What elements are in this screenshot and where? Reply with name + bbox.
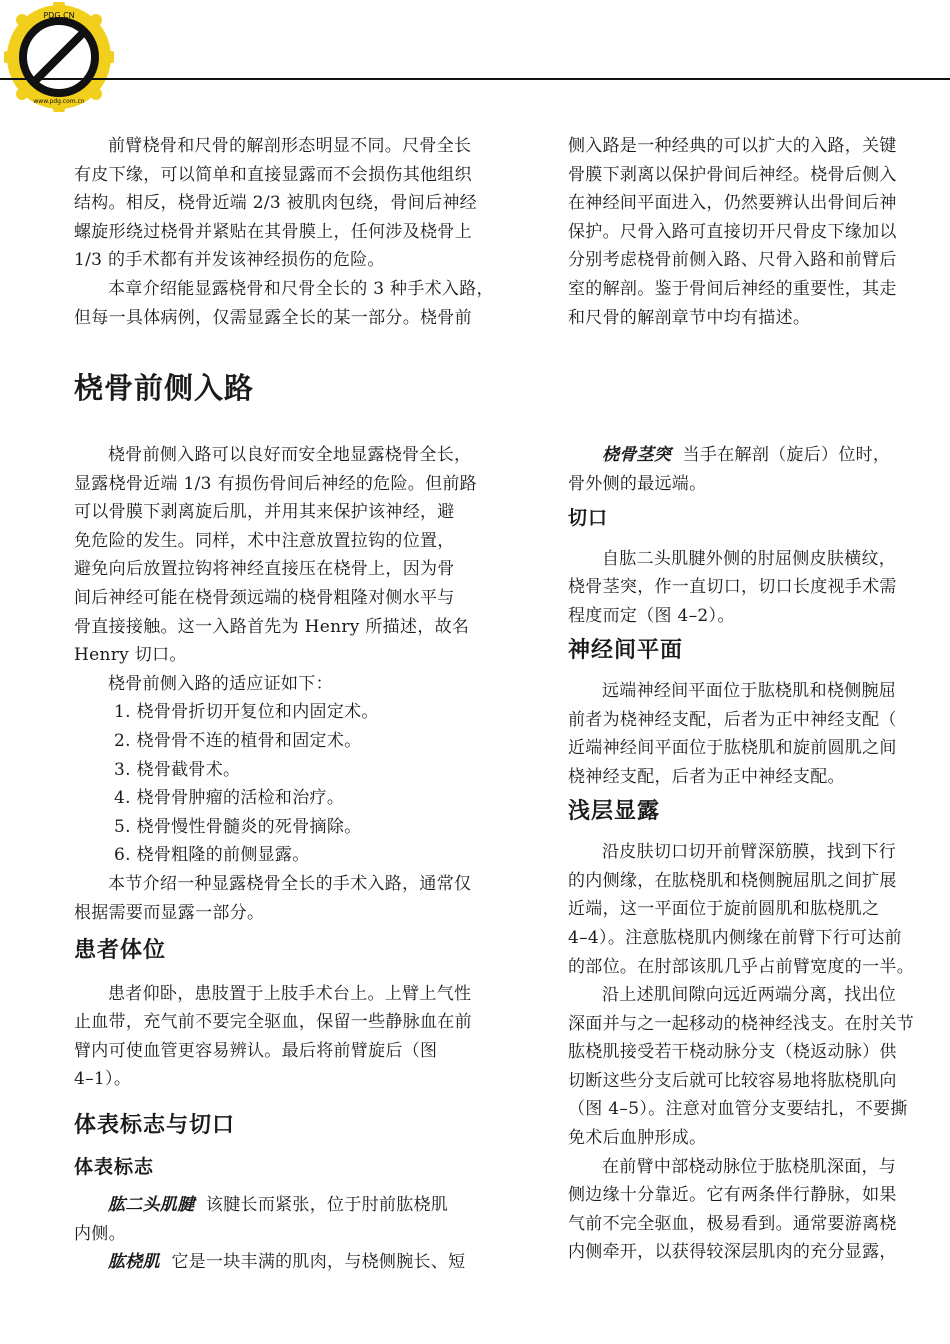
text-line: 在神经间平面进入，仍然要辨认出骨间后神	[568, 193, 897, 214]
text-line: 分别考虑桡骨前侧入路、尺骨入路和前臂后	[568, 250, 897, 271]
text-line: 肱桡肌接受若干桡动脉分支（桡返动脉）供	[568, 1042, 897, 1063]
text-line: 本章介绍能显露桡骨和尺骨全长的 3 种手术入路，	[108, 278, 494, 299]
list-item: 4. 桡骨骨肿瘤的活检和治疗。	[114, 788, 345, 809]
text-line: 骨膜下剥离以保护骨间后神经。桡骨后侧入	[568, 164, 897, 185]
heading-patient-position: 患者体位	[74, 938, 167, 964]
text-line: 沿皮肤切口切开前臂深筋膜，找到下行	[602, 842, 897, 863]
text-line: 前臂桡骨和尺骨的解剖形态明显不同。尺骨全长	[108, 136, 472, 156]
text-line: 侧入路是一种经典的可以扩大的入路，关键	[568, 136, 897, 156]
text-line: （图 4–5）。注意对血管分支要结扎，不要撕	[568, 1099, 908, 1120]
text-line: Henry 切口。	[74, 645, 187, 666]
list-item: 6. 桡骨粗隆的前侧显露。	[114, 845, 310, 866]
text-line: 有皮下缘，可以简单和直接显露而不会损伤其他组织	[74, 164, 472, 185]
text-line: 可以骨膜下剥离旋后肌，并用其来保护该神经，避	[74, 502, 455, 523]
text-line: 避免向后放置拉钩将神经直接压在桡骨上，因为骨	[74, 559, 455, 580]
text-line: 结构。相反，桡骨近端 2/3 被肌肉包绕，骨间后神经	[74, 193, 477, 214]
text-line: 内侧牵开，以获得较深层肌肉的充分显露，	[568, 1242, 897, 1263]
text-line: 的内侧缘，在肱桡肌和桡侧腕屈肌之间扩展	[568, 870, 897, 891]
text-line: 间后神经可能在桡骨颈远端的桡骨粗隆对侧水平与	[74, 587, 455, 608]
intro-left-column	[74, 132, 540, 332]
text-line: 程度而定（图 4–2）。	[568, 605, 735, 626]
heading-superficial-dissection: 浅层显露	[568, 798, 661, 824]
text-line	[74, 1191, 540, 1220]
text-line: 桡神经支配，后者为正中神经支配。	[568, 766, 845, 787]
list-item: 2. 桡骨骨不连的植骨和固定术。	[114, 730, 362, 751]
text-line: 和尺骨的解剖章节中均有描述。	[568, 307, 811, 328]
text-line: 免术后血肿形成。	[568, 1128, 707, 1149]
text-line: 4–1）。	[74, 1069, 132, 1090]
text-line: 切断这些分支后就可比较容易地将肱桡肌向	[568, 1070, 897, 1091]
text-line: 桡骨前侧入路可以良好而安全地显露桡骨全长，	[108, 445, 472, 465]
term-biceps-tendon: 肱二头肌腱	[108, 1195, 195, 1216]
intro-right-column	[568, 132, 950, 332]
text-line: 深面并与之一起移动的桡神经浅支。在肘关节	[568, 1013, 914, 1034]
term-brachioradialis: 肱桡肌	[108, 1252, 160, 1273]
text-line: 近端神经间平面位于肱桡肌和旋前圆肌之间	[568, 738, 897, 759]
text-span: 当手在解剖（旋后）位时，	[682, 445, 891, 465]
text-line: 前者为桡神经支配，后者为正中神经支配（	[568, 709, 897, 730]
text-line: 免危险的发生。同样，术中注意放置拉钩的位置，	[74, 530, 455, 551]
text-line: 止血带，充气前不要完全驱血，保留一些静脉血在前	[74, 1012, 472, 1033]
text-line: 在前臂中部桡动脉位于肱桡肌深面，与	[602, 1156, 897, 1177]
text-line: 保护。尺骨入路可直接切开尺骨皮下缘加以	[568, 221, 897, 242]
stamp-text-top: PDG.CN	[43, 11, 75, 20]
text-span: 它是一块丰满的肌肉，与桡侧腕长、短	[171, 1252, 466, 1273]
text-line: 骨外侧的最远端。	[568, 473, 707, 494]
text-line: 的部位。在肘部该肌几乎占前臂宽度的一半。	[568, 956, 914, 977]
text-line: 气前不完全驱血，极易看到。通常要游离桡	[568, 1213, 897, 1234]
text-line: 4–4）。注意肱桡肌内侧缘在前臂下行可达前	[568, 927, 902, 948]
heading-incision: 切口	[568, 507, 609, 530]
stamp-text-bottom: www.pdg.com.cn	[33, 98, 85, 105]
list-item: 1. 桡骨骨折切开复位和内固定术。	[114, 702, 379, 723]
text-line: 远端神经间平面位于肱桡肌和桡侧腕屈	[602, 681, 897, 702]
text-span: 该腱长而紧张，位于肘前肱桡肌	[205, 1195, 449, 1216]
text-line: 沿上述肌间隙向远近两端分离，找出位	[602, 985, 897, 1006]
text-line: 自肱二头肌腱外侧的肘屈侧皮肤横纹，	[602, 548, 897, 569]
heading-internervous-plane: 神经间平面	[568, 637, 684, 663]
text-line	[568, 441, 950, 470]
left-column	[74, 441, 540, 1277]
list-item: 5. 桡骨慢性骨髓炎的死骨摘除。	[114, 816, 362, 837]
text-line: 本节介绍一种显露桡骨全长的手术入路，通常仅	[108, 873, 472, 894]
header-rule	[0, 78, 950, 80]
text-line: 桡骨茎突，作一直切口，切口长度视手术需	[568, 577, 897, 598]
text-line: 根据需要而显露一部分。	[74, 902, 265, 923]
heading-landmarks-incision: 体表标志与切口	[74, 1113, 236, 1139]
list-item: 3. 桡骨截骨术。	[114, 759, 241, 780]
section-title: 桡骨前侧入路	[74, 371, 255, 405]
heading-surface-landmarks: 体表标志	[74, 1155, 155, 1178]
text-line: 但每一具体病例，仅需显露全长的某一部分。桡骨前	[74, 307, 472, 328]
library-stamp-logo	[4, 2, 114, 112]
text-line: 桡骨前侧入路的适应证如下：	[108, 673, 333, 694]
text-line	[74, 1248, 540, 1277]
text-line: 室的解剖。鉴于骨间后神经的重要性，其走	[568, 278, 897, 299]
text-line: 螺旋形绕过桡骨并紧贴在其骨膜上，任何涉及桡骨上	[74, 221, 472, 242]
text-line: 骨直接接触。这一入路首先为 Henry 所描述，故名	[74, 616, 470, 637]
text-line: 内侧。	[74, 1223, 126, 1244]
text-line: 侧边缘十分靠近。它有两条伴行静脉，如果	[568, 1185, 897, 1206]
text-line: 臂内可使血管更容易辨认。最后将前臂旋后（图	[74, 1040, 438, 1061]
term-radial-styloid: 桡骨茎突	[602, 445, 672, 465]
text-line: 患者仰卧，患肢置于上肢手术台上。上臂上气性	[108, 983, 472, 1004]
text-line: 1/3 的手术都有并发该神经损伤的危险。	[74, 250, 385, 271]
text-line: 显露桡骨近端 1/3 有损伤骨间后神经的危险。但前路	[74, 473, 477, 494]
right-column	[568, 441, 950, 1267]
text-line: 近端，这一平面位于旋前圆肌和肱桡肌之	[568, 899, 880, 920]
